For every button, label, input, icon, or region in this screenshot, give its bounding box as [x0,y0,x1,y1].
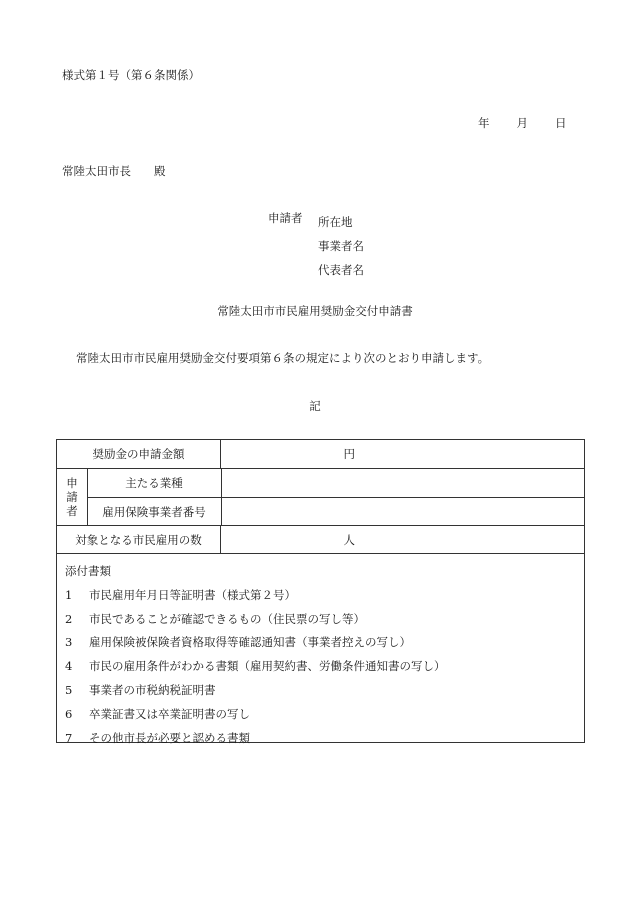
applicant-address-label: 所在地 [318,215,353,229]
applicant-label: 申請者 [268,211,303,225]
intro-text: 常陸太田市市民雇用奨励金交付要項第６条の規定により次のとおり申請します。 [76,351,490,365]
employees-row [57,526,584,554]
attachment-item: 4 市民の雇用条件がわかる書類（雇用契約書、労働条件通知書の写し） [65,659,446,674]
attachment-item: 2 市民であることが確認できるもの（住民票の写し等） [65,611,365,626]
applicant-fields [318,210,364,282]
addressee: 常陸太田市長 殿 [62,164,166,178]
employees-unit: 人 [343,532,355,547]
attachments-list [65,560,446,750]
applicant-representative-label: 代表者名 [318,263,364,277]
attachment-item: 1 市民雇用年月日等証明書（様式第２号） [65,587,296,602]
applicant-group-label: 申 請 者 [66,476,78,518]
amount-label: 奨励金の申請金額 [57,440,221,468]
date-line [478,115,567,131]
date-day: 日 [555,116,567,130]
document-title: 常陸太田市市民雇用奨励金交付申請書 [217,304,413,318]
application-table [56,439,585,743]
attachment-item: 3 雇用保険被保険者資格取得等確認通知書（事業者控えの写し） [65,635,411,650]
amount-unit: 円 [343,447,355,461]
date-month: 月 [516,116,528,130]
insurance-number-label: 雇用保険事業者番号 [102,504,206,519]
ki-heading: 記 [309,399,321,413]
employees-label: 対象となる市民雇用の数 [57,526,221,553]
attachment-item: 6 卒業証書又は卒業証明書の写し [65,706,250,721]
applicant-business-name-label: 事業者名 [318,239,364,253]
form-number: 様式第１号（第６条関係） [62,68,200,82]
attachment-item: 7 その他市長が必要と認める書類 [65,730,250,745]
attachment-item: 5 事業者の市税納税証明書 [65,682,216,697]
attachments-heading: 添付書類 [65,564,111,578]
amount-row [57,440,584,469]
attachments-section [57,554,584,745]
date-year: 年 [478,116,490,130]
business-type-label: 主たる業種 [125,476,183,490]
